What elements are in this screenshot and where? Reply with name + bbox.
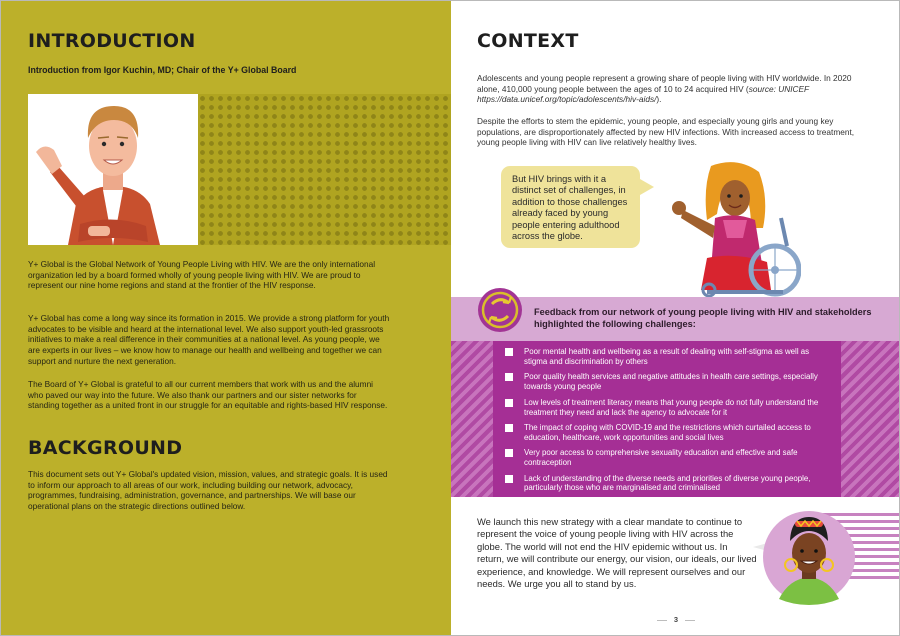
page-number-rule-left xyxy=(657,620,667,621)
stripe-pattern-left xyxy=(451,341,493,497)
checkbox-icon xyxy=(505,399,513,407)
checkbox-icon xyxy=(505,449,513,457)
context-paragraph-2: Despite the efforts to stem the epidemic, young people, and especially young girls and young key populations, are disproportionately affected by new HIV infections. With increased access to treatment, young people living with HIV can live relatively healthy lives. xyxy=(477,116,855,148)
context-p1-main: Adolescents and young people represent a growing share of people living with HIV worldwide. In 2020 alone, 410,000 young people between the ages of 10 to 24 acquired HIV ( xyxy=(477,73,852,94)
quote-bubble: But HIV brings with it a distinct set of challenges, in addition to those challenges already faced by young people entering adulthood across the globe. xyxy=(501,166,640,248)
background-paragraph: This document sets out Y+ Global's updated vision, mission, values, and strategic goals. It is used to inform our approach to all areas of our work, including building our network, advocacy, programmes, fundraising, administration, governance, and partnerships. We will base our operational plans on the strategic directions outlined below. xyxy=(28,469,388,512)
challenge-text: Lack of understanding of the diverse needs and priorities of diverse young people, particularly those who are marginalised and criminalised xyxy=(524,473,811,493)
context-source: source: UNICEF https://data.unicef.org/topic/adolescents/hiv-aids/ xyxy=(477,83,809,105)
intro-paragraph-1: Y+ Global is the Global Network of Young People Living with HIV. We are the only international organization led by a board formed wholly of young people living with HIV. We are proud to represent our nine home regions and stand at the frontier of the HIV response. xyxy=(28,259,376,291)
context-p1-end: ). xyxy=(656,94,662,105)
page-number-rule-right xyxy=(685,620,695,621)
right-page xyxy=(451,1,900,636)
feedback-title: Feedback from our network of young people living with HIV and stakeholders highlighted the following challenges: xyxy=(534,307,872,329)
challenge-text: Very poor access to comprehensive sexuality education and effective and safe contraception xyxy=(524,448,798,468)
page-number: 3 xyxy=(673,615,679,624)
woman-portrait-illustration xyxy=(761,509,857,605)
challenge-text: Poor quality health services and negative attitudes in health care settings, especially towards young people xyxy=(524,372,818,392)
intro-paragraph-2: Y+ Global has come a long way since its formation in 2015. We provide a strong platform for youth advocates to be visible and heard at the international level. We also support youth-led grassroots initiatives to make a real difference in their communities at a national level. As young people, we are experts in our lives – we know how to manage our health and wellbeing and together we can support and nurture the next generation. xyxy=(28,313,390,366)
challenge-text: Low levels of treatment literacy means that young people do not fully understand the treatment they need and lack the agency to advocate for it xyxy=(524,397,819,417)
challenge-item xyxy=(493,372,841,392)
man-portrait-illustration xyxy=(28,94,198,245)
background-heading: BACKGROUND xyxy=(28,437,183,459)
challenge-item xyxy=(493,474,841,494)
left-page xyxy=(1,1,451,636)
intro-paragraph-3: The Board of Y+ Global is grateful to all our current members that work with us and the alumni who paved our way into the future. We also thank our partners and our sister networks for standing together as a united front in our struggle for an equitable and rights-based HIV response. xyxy=(28,379,388,411)
checkbox-icon xyxy=(505,348,513,356)
closing-paragraph: We launch this new strategy with a clear mandate to continue to represent the voice of young people living with HIV across the globe. The world will not end the HIV epidemic without us. In return, we will contribute our energy, our vision, our ideals, our lived experience, and knowledge. We will represent ourselves and our needs. We urge you all to stand by us. xyxy=(477,516,757,590)
checkbox-icon xyxy=(505,424,513,432)
context-heading: CONTEXT xyxy=(477,30,579,52)
cycle-arrows-icon xyxy=(478,288,522,332)
dot-pattern-panel xyxy=(198,94,451,245)
intro-heading: INTRODUCTION xyxy=(28,30,196,52)
challenges-list xyxy=(493,347,841,499)
challenge-item xyxy=(493,423,841,443)
challenge-item xyxy=(493,347,841,367)
stripe-pattern-right xyxy=(841,341,900,497)
woman-wheelchair-illustration xyxy=(651,158,801,298)
context-paragraph-1 xyxy=(477,73,873,105)
challenge-text: Poor mental health and wellbeing as a result of dealing with self-stigma as well as stigma and discrimination by others xyxy=(524,347,810,366)
challenge-item xyxy=(493,398,841,418)
intro-subtitle: Introduction from Igor Kuchin, MD; Chair of the Y+ Global Board xyxy=(28,65,297,75)
challenge-text: The impact of coping with COVID-19 and the restrictions which curtailed access to education, healthcare, work opportunities and social lives xyxy=(524,422,811,442)
challenge-item xyxy=(493,448,841,468)
checkbox-icon xyxy=(505,475,513,483)
checkbox-icon xyxy=(505,373,513,381)
